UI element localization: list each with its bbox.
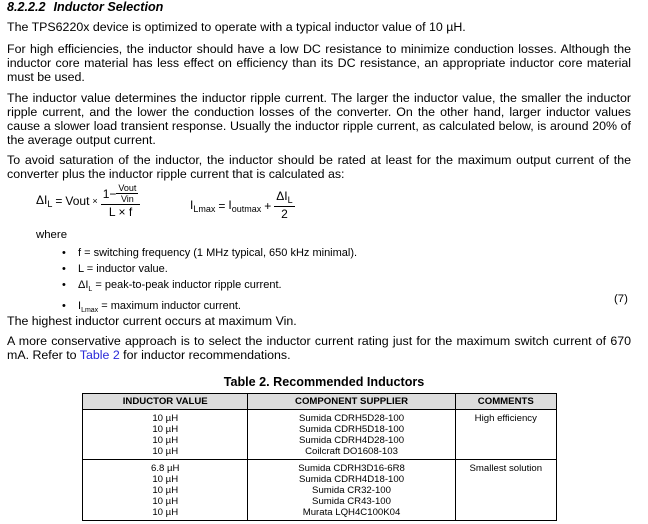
i-symbol: I	[190, 197, 194, 212]
paragraph-intro: The TPS6220x device is optimized to operate with a typical inductor value of 10 µH.	[7, 20, 466, 34]
supplier: Sumida CR32-100	[312, 485, 391, 496]
equals-sign: =	[55, 194, 63, 208]
definition: = switching frequency (1 MHz typical, 650 kHz minimal).	[81, 247, 358, 259]
value: 10 µH	[152, 496, 179, 507]
symbol: I	[78, 300, 82, 312]
inner-denominator: Vin	[120, 194, 134, 204]
denominator-two: 2	[281, 207, 288, 221]
equation-ripple-current	[36, 183, 140, 219]
section-number: 8.2.2.2	[7, 0, 46, 14]
inner-numerator: Vout	[118, 183, 137, 193]
suppliers-cell	[248, 410, 455, 460]
inductor-values-cell	[83, 410, 248, 460]
table-header-row	[83, 394, 557, 410]
bullet-icon: •	[62, 300, 66, 312]
list-item	[62, 261, 357, 277]
subscript-l: L	[287, 195, 293, 205]
table-row	[83, 460, 557, 521]
list-item	[62, 245, 357, 261]
bullet-icon: •	[62, 279, 66, 291]
header-comments: COMMENTS	[455, 394, 556, 410]
value: 10 µH	[152, 435, 179, 446]
value: 10 µH	[152, 474, 179, 485]
supplier: Sumida CDRH4D28-100	[299, 435, 405, 446]
paragraph-conservative-approach	[7, 334, 631, 362]
header-component-supplier: COMPONENT SUPPLIER	[248, 394, 455, 410]
paragraph-saturation: To avoid saturation of the inductor, the inductor should be rated at least for the maximum output current of the converter plus the inductor ripple current that is calculated as:	[7, 153, 631, 181]
half-ripple-fraction	[274, 190, 294, 221]
supplier: Sumida CDRH3D16-6R8	[298, 463, 405, 474]
value: 10 µH	[152, 485, 179, 496]
header-inductor-value: INDUCTOR VALUE	[83, 394, 248, 410]
recommended-inductors-table	[82, 393, 557, 521]
supplier: Sumida CDRH5D28-100	[299, 413, 405, 424]
subscript-lmax: Lmax	[193, 203, 216, 214]
vout-over-vin	[116, 183, 138, 204]
definition: = peak-to-peak inductor ripple current.	[92, 279, 282, 291]
ripple-fraction	[101, 183, 141, 219]
value: 10 µH	[152, 507, 179, 518]
paragraph-ripple-current: The inductor value determines the inductor ripple current. The larger the inductor value, the smaller the inductor ripple current, and the lower the conduction losses of the converter. On the other hand, larger inductor values cause a slower load transient response. Usually the inductor ripple current, as calculated below, is around 20% of the average output current.	[7, 91, 631, 147]
text-after-link: for inductor recommendations.	[119, 348, 291, 362]
i-symbol: I	[228, 197, 232, 212]
supplier: Sumida CDRH4D18-100	[299, 474, 405, 485]
supplier: Sumida CR43-100	[312, 496, 391, 507]
subscript: L	[88, 286, 93, 293]
plus-sign: +	[264, 198, 272, 213]
value: 6.8 µH	[151, 463, 180, 474]
supplier: Coilcraft DO1608-103	[305, 446, 398, 457]
bullet-icon: •	[62, 263, 66, 275]
value: 10 µH	[152, 446, 179, 457]
suppliers-cell	[248, 460, 455, 521]
symbol: f	[78, 247, 82, 259]
fraction-denominator: L × f	[108, 205, 133, 219]
section-title: Inductor Selection	[53, 0, 164, 14]
definition: = inductor value.	[83, 263, 168, 275]
times-sign: ×	[92, 196, 98, 206]
delta-i-symbol: ΔI	[36, 193, 48, 207]
comment-cell: High efficiency	[455, 410, 556, 460]
equation-max-current	[190, 190, 295, 221]
where-label: where	[36, 229, 68, 241]
bullet-icon: •	[62, 247, 66, 259]
symbol: ΔI	[78, 279, 89, 291]
definition: = maximum inductor current.	[98, 300, 241, 312]
table-title: Table 2. Recommended Inductors	[223, 375, 425, 389]
value: 10 µH	[152, 424, 179, 435]
inductor-values-cell	[83, 460, 248, 521]
vout-term: Vout	[65, 194, 90, 208]
variable-definitions-list	[62, 245, 357, 319]
paragraph-dc-resistance: For high efficiencies, the inductor should have a low DC resistance to minimize conduction losses. Although the inductor core material has less effect on efficiency than its DC resistance, an appropriate inductor core material must be used.	[7, 42, 631, 84]
supplier: Murata LQH4C100K04	[302, 507, 401, 518]
subscript-outmax: outmax	[231, 203, 262, 214]
one-minus: 1−	[102, 186, 117, 201]
equals-sign: =	[218, 198, 226, 213]
comment-cell: Smallest solution	[455, 460, 556, 521]
table-row	[83, 410, 557, 460]
section-heading	[7, 0, 163, 14]
paragraph-highest-current: The highest inductor current occurs at maximum Vin.	[7, 314, 297, 328]
value: 10 µH	[152, 413, 179, 424]
list-item	[62, 277, 357, 298]
text-before-link: A more conservative approach is to select the inductor current rating just for the maximum switch current of 670 mA. Refer to	[7, 334, 631, 362]
subscript: Lmax	[81, 307, 99, 314]
table-2-link[interactable]: Table 2	[79, 348, 120, 362]
supplier: Sumida CDRH5D18-100	[299, 424, 405, 435]
subscript-l: L	[47, 199, 53, 209]
equation-number: (7)	[614, 293, 628, 305]
delta-i-symbol: ΔI	[276, 189, 288, 203]
symbol: L	[78, 263, 84, 275]
